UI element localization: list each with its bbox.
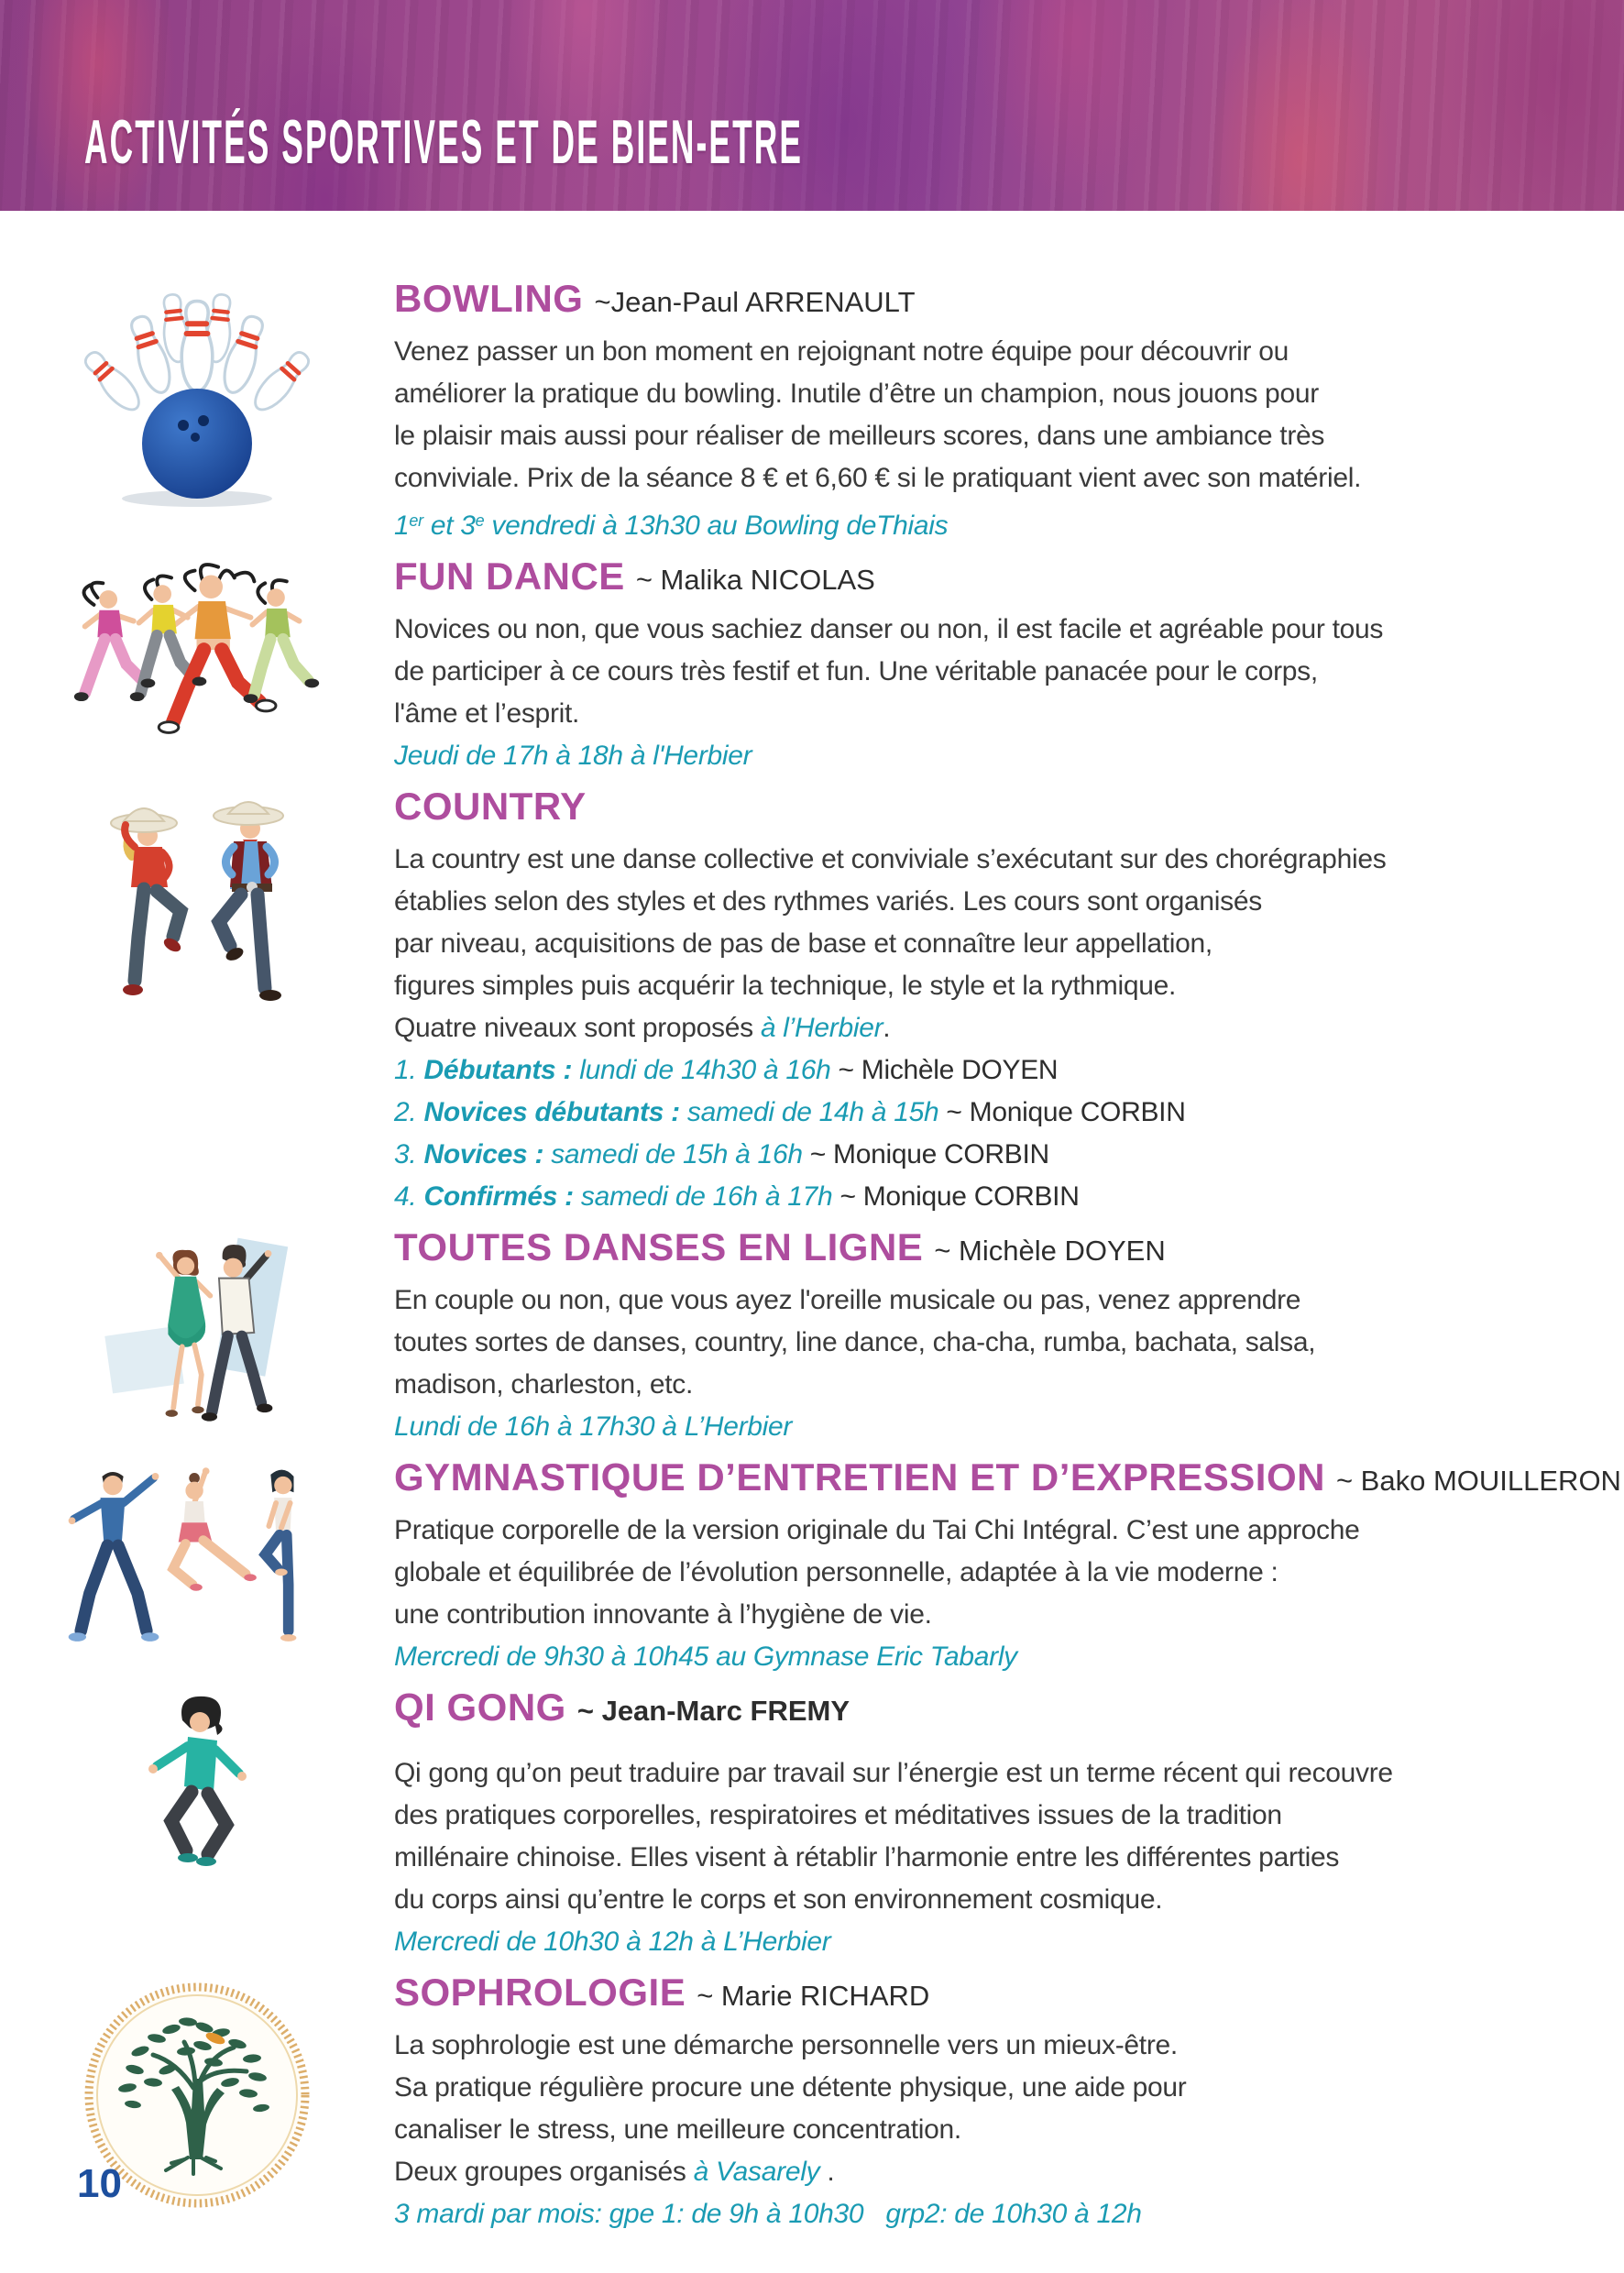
text-line: globale et équilibrée de l’évolution personnelle, adaptée à la vie moderne : <box>394 1557 1278 1587</box>
section-heading <box>394 1454 1621 1508</box>
text-line: 2. Novices débutants : samedi de 14h à 15h ~ Monique CORBIN <box>394 1097 1186 1127</box>
section-gymnastique <box>0 1454 1624 1678</box>
section-title: SOPHROLOGIE <box>394 1971 686 2014</box>
section-title: QI GONG <box>394 1686 566 1729</box>
line-dance-icon <box>94 1229 301 1435</box>
section-instructor: ~ Bako MOUILLERON <box>1335 1465 1621 1497</box>
section-heading <box>394 1969 1569 2023</box>
section-body <box>394 1510 1621 1678</box>
text-line: établies selon des styles et des rythmes variés. Les cours sont organisés <box>394 886 1262 917</box>
section-title: COUNTRY <box>394 785 587 828</box>
text-line: Deux groupes organisés à Vasarely . <box>394 2157 835 2187</box>
section-body <box>394 609 1569 777</box>
text-line: Pratique corporelle de la version originale du Tai Chi Intégral. C’est une approche <box>394 1515 1360 1545</box>
page-title: ACTIVITÉS SPORTIVES ET DE BIEN-ETRE <box>84 107 804 177</box>
section-instructor: ~ Marie RICHARD <box>697 1980 930 2012</box>
text-line: améliorer la pratique du bowling. Inutile d’être un champion, nous jouons pour <box>394 379 1319 409</box>
section-title: FUN DANCE <box>394 555 625 598</box>
text-line: La sophrologie est une démarche personnelle vers un mieux-être. <box>394 2030 1178 2060</box>
text-line: Sa pratique régulière procure une détente physique, une aide pour <box>394 2072 1187 2103</box>
section-text <box>394 1454 1624 1678</box>
text-line: du corps ainsi qu’entre le corps et son environnement cosmique. <box>394 1884 1163 1915</box>
section-heading <box>394 783 1569 837</box>
text-line: toutes sortes de danses, country, line dance, cha-cha, rumba, bachata, salsa, <box>394 1327 1316 1357</box>
text-line: La country est une danse collective et conviviale s’exécutant sur des chorégraphies <box>394 844 1387 874</box>
page-header <box>0 0 1624 211</box>
section-bowling <box>0 275 1624 547</box>
text-line: figures simples puis acquérir la technique, le style et la rythmique. <box>394 971 1177 1001</box>
text-line: millénaire chinoise. Elles visent à rétablir l’harmonie entre les différentes parties <box>394 1842 1340 1872</box>
section-text <box>394 1969 1624 2235</box>
section-title: BOWLING <box>394 277 584 320</box>
section-heading <box>394 1224 1569 1278</box>
text-line: Mercredi de 9h30 à 10h45 au Gymnase Eric Tabarly <box>394 1642 1017 1672</box>
section-toutes-danses <box>0 1224 1624 1448</box>
line-dance-couple-image <box>0 1224 394 1448</box>
tree-circle-logo-image <box>0 1969 394 2235</box>
section-text <box>394 1224 1624 1448</box>
bowling-icon <box>73 280 321 510</box>
text-line: 1. Débutants : lundi de 14h30 à 16h ~ Michèle DOYEN <box>394 1055 1059 1085</box>
text-line: des pratiques corporelles, respiratoires et méditatives issues de la tradition <box>394 1800 1282 1830</box>
fun-dance-dancers-image <box>0 553 394 777</box>
country-dancers-image <box>0 783 394 1218</box>
country-icon <box>69 788 325 1008</box>
gym-icon <box>60 1459 335 1652</box>
section-fun-dance <box>0 553 1624 777</box>
text-line: de participer à ce cours très festif et fun. Une véritable panacée pour le corps, <box>394 656 1318 686</box>
section-country <box>0 783 1624 1218</box>
text-line: En couple ou non, que vous ayez l'oreille musicale ou pas, venez apprendre <box>394 1285 1301 1315</box>
section-body <box>394 331 1569 547</box>
text-line: une contribution innovante à l’hygiène de vie. <box>394 1599 932 1630</box>
text-line: 3 mardi par mois: gpe 1: de 9h à 10h30 grp2: de 10h30 à 12h <box>394 2199 1142 2229</box>
text-line: le plaisir mais aussi pour réaliser de meilleurs scores, dans une ambiance très <box>394 421 1325 451</box>
section-text <box>394 553 1624 777</box>
section-title: TOUTES DANSES EN LIGNE <box>394 1225 924 1268</box>
section-instructor: ~ Jean-Marc FREMY <box>576 1695 850 1727</box>
section-heading <box>394 275 1569 329</box>
section-qi-gong <box>0 1684 1624 1963</box>
section-text <box>394 1684 1624 1963</box>
text-line: Lundi de 16h à 17h30 à L’Herbier <box>394 1411 793 1442</box>
section-instructor: ~ Malika NICOLAS <box>635 564 875 596</box>
section-sophrologie <box>0 1969 1624 2235</box>
text-line: Quatre niveaux sont proposés à l’Herbier. <box>394 1013 891 1043</box>
stretching-people-image <box>0 1454 394 1678</box>
section-body <box>394 1279 1569 1448</box>
section-heading <box>394 1684 1569 1738</box>
text-line: l'âme et l’esprit. <box>394 698 580 729</box>
section-body <box>394 1752 1569 1963</box>
fun-dance-icon <box>67 558 328 746</box>
text-line: 1er et 3e vendredi à 13h30 au Bowling deThiais <box>394 511 949 541</box>
section-instructor: ~Jean-Paul ARRENAULT <box>594 286 916 318</box>
text-line: 4. Confirmés : samedi de 16h à 17h ~ Monique CORBIN <box>394 1181 1080 1212</box>
bowling-pins-ball-image <box>0 275 394 547</box>
text-line: Jeudi de 17h à 18h à l'Herbier <box>394 741 752 771</box>
section-body <box>394 2025 1569 2235</box>
text-line: Qi gong qu’on peut traduire par travail sur l’énergie est un terme récent qui recouvre <box>394 1758 1393 1788</box>
section-text <box>394 275 1624 547</box>
page-number: 10 <box>77 2161 122 2206</box>
sections-container <box>0 211 1624 2235</box>
text-line: conviviale. Prix de la séance 8 € et 6,60 € si le pratiquant vient avec son matériel. <box>394 463 1362 493</box>
text-line: 3. Novices : samedi de 15h à 16h ~ Monique CORBIN <box>394 1139 1049 1169</box>
text-line: par niveau, acquisitions de pas de base et connaître leur appellation, <box>394 928 1213 959</box>
qi-gong-figure-image <box>0 1684 394 1963</box>
qi-gong-icon <box>115 1689 280 1882</box>
text-line: madison, charleston, etc. <box>394 1369 694 1400</box>
section-instructor: ~ Michèle DOYEN <box>934 1235 1166 1267</box>
text-line: canaliser le stress, une meilleure concentration. <box>394 2114 961 2145</box>
section-text <box>394 783 1624 1218</box>
text-line: Mercredi de 10h30 à 12h à L’Herbier <box>394 1927 831 1957</box>
section-body <box>394 839 1569 1218</box>
text-line: Venez passer un bon moment en rejoignant notre équipe pour découvrir ou <box>394 336 1289 367</box>
text-line: Novices ou non, que vous sachiez danser ou non, il est facile et agréable pour tous <box>394 614 1384 644</box>
section-heading <box>394 553 1569 607</box>
section-title: GYMNASTIQUE D’ENTRETIEN ET D’EXPRESSION <box>394 1455 1325 1499</box>
